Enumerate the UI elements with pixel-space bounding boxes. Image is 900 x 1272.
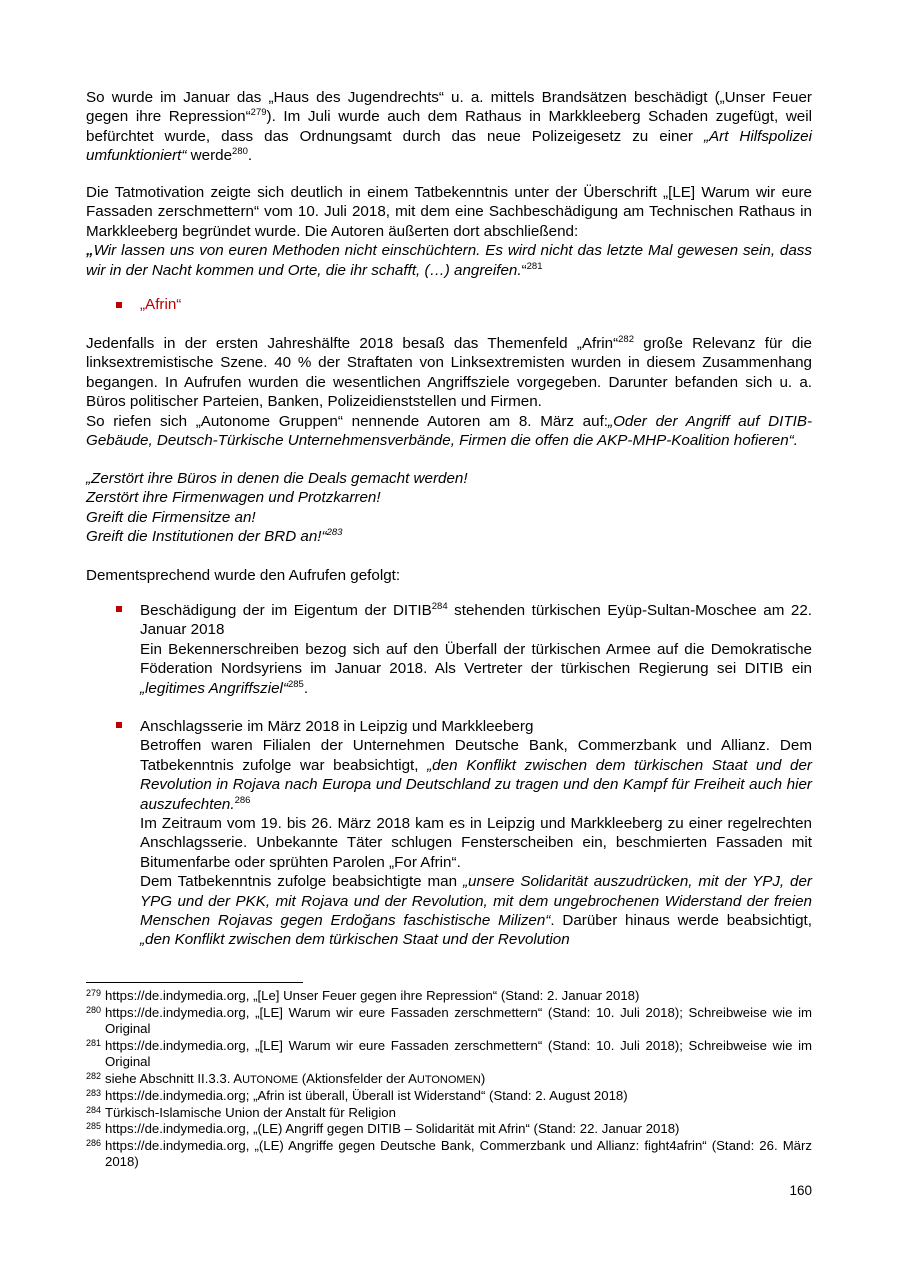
text: Die Tatmotivation zeigte sich deutlich in einem Tatbekenntnis unter der Überschrift „[LE] Warum wir eure Fassaden zerschmettern“ vom 10. Juli 2018, mit dem eine Sachbeschädigung am Technischen Rathaus in Markkleeberg begründet wurde. Die Autoren äußerten dort abschließend:	[86, 184, 812, 240]
footnote-text: https://de.indymedia.org, „[LE] Warum wir eure Fassaden zerschmettern“ (Stand: 10. Juli 2018); Schreibweise wie im Original	[105, 1037, 812, 1069]
text: Ein Bekennerschreiben bezog sich auf den Überfall der türkischen Armee auf die Demokratische Föderation Nordsyriens im Januar 2018. Als Vertreter der türkischen Regierung sei DITIB ein	[140, 640, 812, 678]
text: .	[303, 679, 309, 697]
footnote	[86, 988, 812, 1005]
footnote-number: 286	[86, 1137, 102, 1148]
footnote-number: 285	[86, 1121, 102, 1131]
footnote	[86, 1121, 812, 1138]
footnote-ref: 282	[618, 334, 634, 345]
footnote-text: https://de.indymedia.org, „(LE) Angriffe gegen Deutsche Bank, Commerzbank und Allianz: fight4afrin“ (Stand: 26. März 2018)	[105, 1137, 812, 1169]
item-title: Anschlagsserie im März 2018 in Leipzig und Markkleeberg	[140, 718, 534, 735]
bullet-icon	[116, 722, 122, 728]
paragraph-afrin-relevance	[86, 334, 812, 450]
footnote-number: 279	[86, 988, 102, 998]
footnote	[86, 1071, 812, 1089]
footnotes	[86, 988, 812, 1171]
quote-block-calls	[86, 469, 812, 547]
quote: „den Konflikt zwischen dem türkischen Staat und der Revolution	[140, 931, 570, 949]
footnote-text: Türkisch-Islamische Union der Anstalt für Religion	[105, 1104, 396, 1120]
footnote-number: 283	[86, 1088, 102, 1098]
footnote	[86, 1138, 812, 1171]
footnote-text: https://de.indymedia.org, „(LE) Angriff gegen DITIB – Solidarität mit Afrin“ (Stand: 22. Januar 2018)	[105, 1121, 680, 1136]
quote-open: „	[86, 242, 94, 260]
text: Im Zeitraum vom 19. bis 26. März 2018 kam es in Leipzig und Markkleeberg zu einer regelrechten Anschlagsserie. Unbekannte Täter schlugen Fensterscheiben ein, beschmierten Fassaden mit Bitumenfarbe oder sprühten Parolen „For Afrin“.	[140, 815, 812, 871]
quote: „Art Hilfspolizei umfunktioniert“	[86, 127, 812, 165]
footnote	[86, 1038, 812, 1071]
quote: Wir lassen uns von euren Methoden nicht einschüchtern. Es wird nicht das letzte Mal gewesen sein, dass wir in der Nacht kommen und Orte, die ihr schafft, (…) angreifen.	[86, 242, 812, 279]
footnote-ref: 280	[232, 146, 248, 158]
text: Jedenfalls in der ersten Jahreshälfte 2018 besaß das Themenfeld „Afrin“	[86, 335, 619, 352]
footnote-ref: 285	[287, 678, 304, 690]
text: stehenden türkischen Eyüp-Sultan-Moschee am 22. Januar 2018	[140, 602, 813, 639]
text: große Relevanz für die linksextremistische Szene. 40 % der Straftaten von Linksextremisten wurden in diesem Zusammenhang begangen. In Aufrufen wurden die wesentlichen Angriffsziele vorgegeben. Darunter befanden sich u. a. Büros politischer Parteien, Banken, Polizeidienststellen und Firmen.	[86, 335, 812, 411]
footnote-text: (Aktionsfelder der A	[298, 1070, 417, 1086]
paragraph-followed	[86, 566, 812, 585]
quote: „den Konflikt zwischen dem türkischen Staat und der Revolution in Rojava nach Europa und Deutschland zu tragen und den Kampf für Freiheit auch hier auszufechten.	[140, 756, 812, 813]
text: Dem Tatbekenntnis zufolge beabsichtigte man	[140, 873, 463, 891]
text: Dementsprechend wurde den Aufrufen gefolgt:	[86, 567, 401, 584]
footnote-smallcaps: UTONOME	[242, 1073, 299, 1086]
section-heading-text: „Afrin“	[140, 296, 182, 313]
footnote-ref: 286	[234, 794, 251, 806]
text: Beschädigung der im Eigentum der DITIB	[140, 602, 432, 619]
footnote-number: 280	[86, 1004, 102, 1015]
quote-line: Greift die Institutionen der BRD an!“	[86, 528, 327, 546]
paragraph-motivation	[86, 183, 812, 280]
footnote-number: 282	[86, 1070, 102, 1081]
quote-line: „Zerstört ihre Büros in denen die Deals gemacht werden!	[86, 470, 468, 487]
footnote	[86, 1105, 812, 1122]
footnote-divider	[86, 982, 303, 983]
footnote-ref: 279	[250, 107, 267, 119]
bullet-icon	[116, 302, 122, 308]
footnote-ref: 284	[431, 601, 448, 612]
footnote	[86, 1088, 812, 1105]
footnote-number: 284	[86, 1104, 102, 1115]
text: So riefen sich „Autonome Gruppen“ nennende Autoren am 8. März auf:	[86, 412, 609, 430]
footnote-text: https://de.indymedia.org; „Afrin ist überall, Überall ist Widerstand“ (Stand: 2. August 2018)	[105, 1088, 628, 1103]
list-item-attack-series	[140, 717, 812, 950]
page-number: 160	[789, 1183, 812, 1198]
quote-line: Zerstört ihre Firmenwagen und Protzkarren!	[86, 489, 381, 507]
paragraph-january-attacks	[86, 88, 812, 166]
text: . Darüber hinaus werde beabsichtigt,	[550, 912, 812, 930]
footnote-smallcaps: UTONOMEN	[416, 1073, 481, 1086]
text: “	[521, 261, 527, 279]
footnote-ref: 283	[326, 527, 343, 539]
quote: „unsere Solidarität auszudrücken, mit der YPJ, der YPG und der PKK, mit Rojava und der Revolution, mit dem ungebrochenen Widerstand der freien Menschen Rojavas gegen Erdoğans faschistische Milizen“	[140, 873, 812, 930]
bullet-icon	[116, 606, 122, 612]
quote: „legitimes Angriffsziel“	[140, 679, 288, 697]
footnote-text: )	[480, 1070, 486, 1086]
text: So wurde im Januar das „Haus des Jugendrechts“ u. a. mittels Brandsätzen beschädigt („Unser Feuer gegen ihre Repression“	[86, 89, 812, 126]
list-item-mosque	[140, 601, 812, 698]
text: werde	[186, 147, 233, 165]
footnote-text: https://de.indymedia.org, „[Le] Unser Feuer gegen ihre Repression“ (Stand: 2. Januar 2018)	[105, 988, 640, 1003]
text: .	[247, 147, 253, 165]
footnote-ref: 281	[526, 260, 543, 272]
quote: „Oder der Angriff auf DITIB-Gebäude, Deutsch-Türkische Unternehmensverbände, Firmen die offen die AKP-MHP-Koalition hofieren“.	[86, 412, 813, 450]
footnote-text: https://de.indymedia.org, „[LE] Warum wir eure Fassaden zerschmettern“ (Stand: 10. Juli 2018); Schreibweise wie im Original	[105, 1004, 812, 1036]
footnote-number: 281	[86, 1037, 102, 1048]
footnote-text: siehe Abschnitt II.3.3. A	[105, 1070, 243, 1086]
text: Betroffen waren Filialen der Unternehmen Deutsche Bank, Commerzbank und Allianz. Dem Tatbekenntnis zufolge war beabsichtigt,	[140, 737, 812, 774]
text: ). Im Juli wurde auch dem Rathaus in Markkleeberg Schaden zugefügt, weil befürchtet wurde, dass das Ordnungsamt durch das neue Polizeigesetz zu einer	[86, 108, 812, 145]
footnote	[86, 1005, 812, 1038]
quote-line: Greift die Firmensitze an!	[86, 508, 256, 526]
